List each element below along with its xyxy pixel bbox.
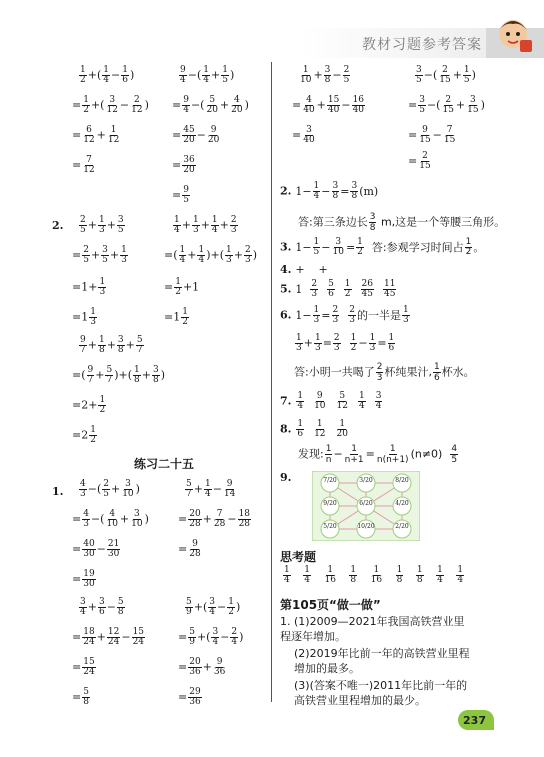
eq-r16: = $\frac{29}{36}$ (178, 687, 201, 707)
q7-right: 7. $\frac{1}{4}$ $\frac{9}{10}$ $\frac{5}{12}$ $\frac{1}{4}$ $\frac{3}{4}$ (280, 391, 382, 411)
grid-cell: 8/20 (395, 477, 409, 484)
eq-l16: = $\frac{19}{30}$ (72, 569, 95, 589)
eq-r2: = $\frac{9}{4}$ −( $\frac{5}{20}$ + $\frac{4}{20}$ ) (172, 95, 249, 115)
eq-l19: = $\frac{15}{24}$ (72, 657, 95, 677)
eq-l13: $\frac{4}{3}$ −( $\frac{2}{5}$ + $\frac{3}{10}$ ) (80, 479, 140, 499)
q2-label: 2. (52, 219, 64, 232)
q6b-right: $\frac{1}{3}$ + $\frac{1}{3}$ = $\frac{2}{3}$ $\frac{1}{2}$ − $\frac{1}{3}$ = $\frac{1}{6}$ (296, 333, 395, 353)
eq-c2: = $\frac{4}{40}$ + $\frac{15}{40}$ − $\frac{16}{40}$ (292, 95, 365, 115)
eq-r10: $\frac{5}{7}$ + $\frac{1}{4}$ − $\frac{9}{14}$ (186, 479, 236, 499)
eq-l4: = $\frac{7}{12}$ (72, 155, 95, 175)
eq-l14: = $\frac{4}{3}$ −( $\frac{4}{10}$ + $\frac{3}{10}$ ) (72, 509, 149, 529)
grid-cell: 2/20 (395, 523, 409, 530)
eq-l6: = $\frac{2}{5}$ + $\frac{3}{5}$ + $\frac{1}{3}$ (72, 245, 127, 265)
eq-l5: $\frac{2}{5}$ + $\frac{1}{3}$ + $\frac{3}{5}$ (80, 215, 124, 235)
eq-r15: = $\frac{20}{36}$ + $\frac{9}{36}$ (178, 657, 226, 677)
column-divider (271, 62, 272, 702)
thinking-answers: $\frac{1}{4}$ $\frac{1}{4}$ $\frac{1}{16}$ $\frac{1}{8}$ $\frac{1}{16}$ $\frac{1}{8}$ $\frac{1}{8}$ $\frac{1}{4}$ $\frac{1}{4}$ (284, 565, 464, 585)
q3-right: 3. 1− $\frac{1}{5}$ − $\frac{3}{10}$ = $\frac{1}{2}$ 答:参观学习时间占 $\frac{1}{2}$ 。 (280, 237, 485, 257)
eq-l2: = $\frac{1}{2}$ +( $\frac{3}{12}$ − $\frac{2}{12}$ ) (72, 95, 149, 115)
grid-cell: 7/20 (323, 477, 337, 484)
thinking-title: 思考题 (280, 550, 317, 564)
eq-r4: = $\frac{36}{20}$ (172, 155, 195, 175)
eq-r14: = $\frac{5}{9}$ +( $\frac{3}{4}$ − $\frac{2}{4}$ ) (178, 627, 244, 647)
eq-r6: $\frac{1}{4}$ + $\frac{1}{3}$ + $\frac{1}{4}$ + $\frac{2}{3}$ (174, 215, 237, 235)
eq-c3: = $\frac{3}{40}$ (292, 125, 315, 145)
eq-l17: $\frac{3}{4}$ + $\frac{3}{6}$ − $\frac{5}{8}$ (80, 597, 124, 617)
eq-l9: $\frac{9}{7}$ + $\frac{1}{8}$ + $\frac{3}{8}$ + $\frac{5}{7}$ (80, 335, 143, 355)
page-number: 237 (463, 714, 486, 727)
q6-right: 6. 1− $\frac{1}{3}$ = $\frac{2}{3}$ $\frac{2}{3}$ 的一半是 $\frac{1}{3}$ (280, 305, 409, 325)
mascot-icon (490, 10, 536, 56)
found-rule: 发现: $\frac{1}{n}$ − $\frac{1}{n+1}$ = $\frac{1}{n(n+1)}$ (n≠0) $\frac{4}{5}$ (298, 444, 458, 465)
eq-c1: $\frac{1}{10}$ + $\frac{3}{8}$ − $\frac{2}{5}$ (300, 65, 350, 85)
eq-r1: $\frac{9}{4}$ −( $\frac{1}{4}$ + $\frac{1}{5}$ ) (180, 65, 235, 85)
grid-cell: 9/20 (323, 500, 337, 507)
eq-r12: = $\frac{9}{28}$ (178, 539, 201, 559)
grid-cell: 3/20 (359, 477, 373, 484)
eq-l10: =( $\frac{9}{7}$ + $\frac{5}{7}$ )+( $\frac{1}{8}$ + $\frac{3}{8}$ ) (72, 365, 165, 385)
eq-l1: $\frac{1}{2}$ +( $\frac{1}{4}$ − $\frac{1}{6}$ ) (80, 65, 135, 85)
q6-answer: 答:小明一共喝了 $\frac{2}{3}$ 杯纯果汁, $\frac{1}{6}$ 杯水。 (294, 362, 475, 383)
eq-l11: =2+ $\frac{1}{2}$ (72, 395, 106, 415)
q2-answer: 答:第三条边长 $\frac{3}{8}$ m,这是一个等腰三角形。 (298, 212, 506, 233)
grid-cell: 4/20 (395, 500, 409, 507)
grid-cell: 5/20 (323, 523, 337, 530)
do-item-2: (2)2019年比前一年的高铁营业里程增加的最多。 (294, 647, 470, 675)
eq-r3: = $\frac{45}{20}$ − $\frac{9}{20}$ (172, 125, 220, 145)
eq-r8: = $\frac{1}{2}$ +1 (164, 277, 200, 297)
eq-r7: =( $\frac{1}{4}$ + $\frac{1}{4}$ )+( $\frac{1}{3}$ + $\frac{2}{3}$ ) (164, 245, 257, 265)
q1-label: 1. (52, 485, 64, 498)
eq-l12: =2 $\frac{1}{2}$ (72, 425, 96, 445)
q4-right: 4. + + (280, 263, 328, 276)
eq-r9: =1 $\frac{1}{2}$ (164, 307, 188, 327)
eq-d1: $\frac{3}{5}$ −( $\frac{2}{15}$ + $\frac{1}{5}$ ) (416, 65, 476, 85)
eq-d3: = $\frac{9}{15}$ − $\frac{7}{15}$ (408, 125, 456, 145)
section-title-25: 练习二十五 (134, 457, 195, 471)
grid-cell: 10/20 (357, 523, 375, 530)
q9-label: 9. (280, 471, 292, 484)
do-item-3: (3)(答案不唯一)2011年比前一年的高铁营业里程增加的最少。 (294, 679, 468, 707)
eq-r13: $\frac{5}{9}$ +( $\frac{3}{4}$ − $\frac{1}{2}$ ) (186, 597, 241, 617)
eq-r11: = $\frac{20}{28}$ + $\frac{7}{28}$ − $\frac{18}{28}$ (178, 509, 251, 529)
q8-right: 8. $\frac{1}{6}$ $\frac{1}{12}$ $\frac{1}{20}$ (280, 419, 348, 439)
grid-cell: 6/20 (359, 500, 373, 507)
eq-d4: = $\frac{2}{15}$ (408, 151, 431, 171)
eq-r5: = $\frac{9}{5}$ (172, 185, 189, 205)
eq-l15: = $\frac{40}{30}$ − $\frac{21}{30}$ (72, 539, 120, 559)
eq-l8: =1 $\frac{1}{3}$ (72, 307, 96, 327)
eq-d2: = $\frac{3}{5}$ −( $\frac{2}{15}$ + $\frac{3}{15}$ ) (408, 95, 485, 115)
header-title: 教材习题参考答案 (362, 37, 482, 53)
do-item-1: 1. (1)2009—2021年我国高铁营业里程逐年增加。 (280, 615, 465, 643)
do-title: 第105页“做一做” (280, 598, 381, 612)
q2-right: 2. 1− $\frac{1}{4}$ − $\frac{3}{8}$ = $\frac{3}{8}$ (m) (280, 181, 379, 201)
q5-right: 5. 1 $\frac{2}{3}$ $\frac{5}{6}$ $\frac{1}{2}$ $\frac{26}{45}$ $\frac{11}{45}$ (280, 279, 396, 299)
eq-l18: = $\frac{18}{24}$ + $\frac{12}{24}$ − $\frac{15}{24}$ (72, 627, 145, 647)
eq-l7: =1+ $\frac{1}{3}$ (72, 277, 106, 297)
fraction-grid (312, 471, 420, 541)
eq-l20: = $\frac{5}{8}$ (72, 687, 89, 707)
eq-l3: = $\frac{6}{12}$ + $\frac{1}{12}$ (72, 125, 120, 145)
